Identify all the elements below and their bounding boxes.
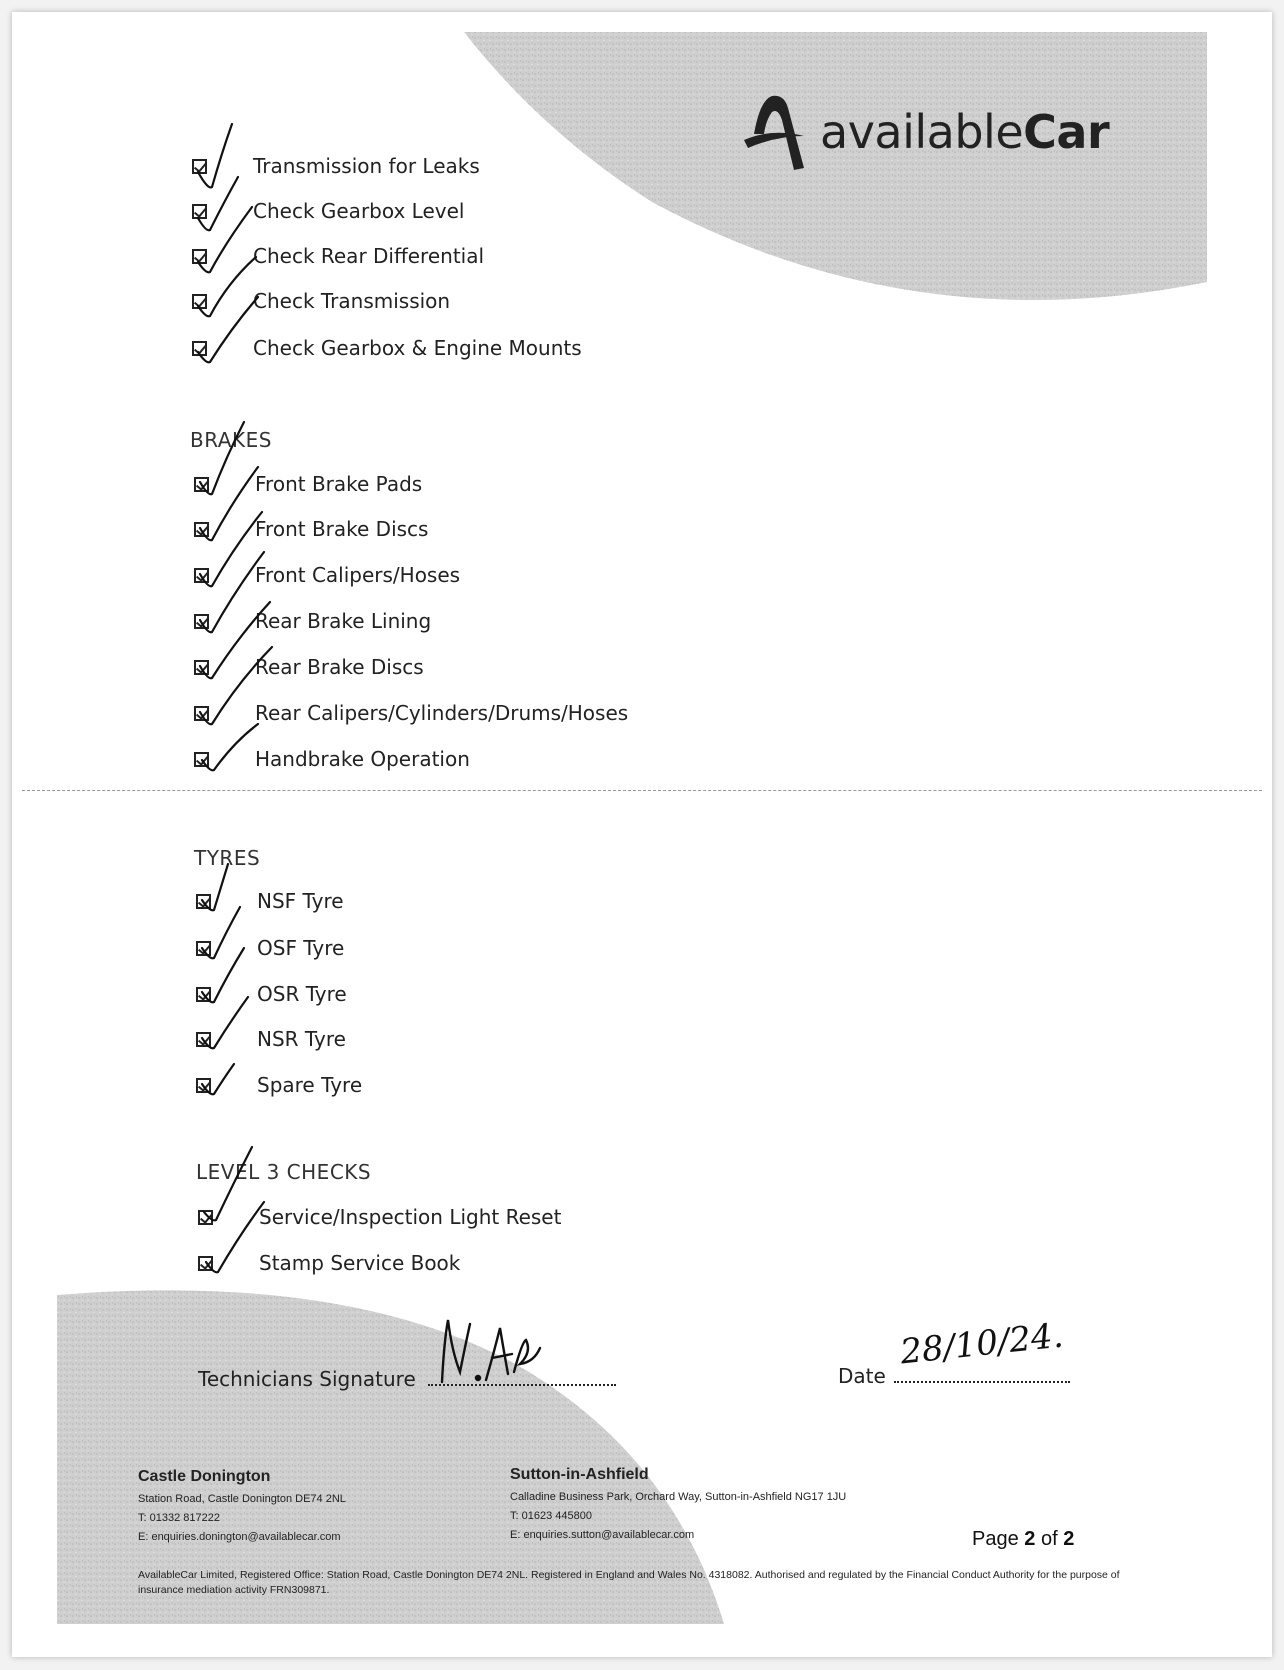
checklist-item-label: Check Rear Differential xyxy=(253,244,485,268)
page-fold-line xyxy=(22,790,1262,791)
checked-box-icon xyxy=(196,941,211,956)
checked-box-icon xyxy=(196,894,211,909)
checked-box-icon xyxy=(198,1210,213,1225)
checked-box-icon xyxy=(192,204,207,219)
page-number: Page 2 of 2 xyxy=(972,1528,1075,1550)
checklist-item-label: Rear Brake Discs xyxy=(255,655,424,679)
checked-box-icon xyxy=(194,706,209,721)
checklist-item xyxy=(196,887,344,915)
checked-box-icon xyxy=(196,1078,211,1093)
checked-box-icon xyxy=(192,341,207,356)
checked-box-icon xyxy=(194,614,209,629)
office-email: E: enquiries.sutton@availablecar.com xyxy=(510,1529,695,1541)
checklist-item-label: Handbrake Operation xyxy=(255,747,470,771)
office-address: Calladine Business Park, Orchard Way, Sutton-in-Ashfield NG17 1JU xyxy=(510,1491,847,1503)
date-line xyxy=(838,1364,1070,1388)
checklist-item-label: Stamp Service Book xyxy=(259,1251,461,1275)
technician-signature-line xyxy=(198,1367,616,1391)
checklist-item-label: Check Gearbox Level xyxy=(253,199,465,223)
date-label: Date xyxy=(838,1364,886,1388)
checked-box-icon xyxy=(192,249,207,264)
checklist-item xyxy=(194,515,428,543)
brand-name: availableCar xyxy=(820,105,1110,159)
checklist-item xyxy=(194,607,431,635)
checklist-item-label: Rear Brake Lining xyxy=(255,609,432,633)
brand-logo xyxy=(742,90,1109,174)
checked-box-icon xyxy=(194,752,209,767)
checklist-item-label: Service/Inspection Light Reset xyxy=(259,1205,562,1229)
checklist-item-label: Front Brake Discs xyxy=(255,517,429,541)
date-dotted-line xyxy=(894,1380,1070,1383)
checklist-item xyxy=(194,653,424,681)
checked-box-icon xyxy=(192,159,207,174)
checklist-item-label: NSF Tyre xyxy=(257,889,344,913)
section-heading-level3: LEVEL 3 CHECKS xyxy=(196,1160,372,1184)
date-value: 28/10/24. xyxy=(898,1315,1066,1373)
office-castle-donington xyxy=(138,1468,346,1547)
technician-signature-scrawl xyxy=(422,1312,552,1392)
checklist-item xyxy=(194,470,422,498)
checklist-item-label: Front Calipers/Hoses xyxy=(255,563,461,587)
checklist-item xyxy=(198,1203,561,1231)
checklist-item xyxy=(196,934,344,962)
checked-box-icon xyxy=(198,1256,213,1271)
checklist-item xyxy=(194,561,460,589)
checklist-item xyxy=(194,699,628,727)
office-email: E: enquiries.donington@availablecar.com xyxy=(138,1531,341,1543)
checklist-item-label: Check Gearbox & Engine Mounts xyxy=(253,336,582,360)
office-phone: T: 01332 817222 xyxy=(138,1512,220,1524)
technician-signature-label: Technicians Signature xyxy=(198,1367,416,1391)
checklist-item-label: OSF Tyre xyxy=(257,936,345,960)
office-sutton-in-ashfield xyxy=(510,1466,846,1545)
checklist-item-label: NSR Tyre xyxy=(257,1027,346,1051)
legal-notice: AvailableCar Limited, Registered Office: Station Road, Castle Donington DE74 2NL. Registered in England and Wales No. 4318082. Authorised and regulated by the Financial Conduct Authority for the purpose of insurance mediation activity FRN309871. xyxy=(138,1569,1120,1596)
checked-box-icon xyxy=(194,568,209,583)
checklist-item-label: Rear Calipers/Cylinders/Drums/Hoses xyxy=(255,701,629,725)
office-phone: T: 01623 445800 xyxy=(510,1510,592,1522)
checklist-item xyxy=(194,745,470,773)
checklist-item xyxy=(198,1249,460,1277)
checklist-item-label: Transmission for Leaks xyxy=(253,154,480,178)
checklist-item xyxy=(192,334,582,362)
checklist-item-label: Front Brake Pads xyxy=(255,472,423,496)
checked-box-icon xyxy=(196,1032,211,1047)
checklist-item xyxy=(196,980,347,1008)
checklist-item xyxy=(192,197,464,225)
checklist-item-label: OSR Tyre xyxy=(257,982,347,1006)
checklist-item-label: Check Transmission xyxy=(253,289,451,313)
document-page xyxy=(12,12,1272,1657)
office-name: Castle Donington xyxy=(138,1468,271,1485)
checked-box-icon xyxy=(196,987,211,1002)
checked-box-icon xyxy=(192,294,207,309)
checklist-item xyxy=(192,152,480,180)
checklist-item xyxy=(196,1071,362,1099)
checklist-item xyxy=(192,242,484,270)
checklist-item xyxy=(192,287,450,315)
checked-box-icon xyxy=(194,477,209,492)
checked-box-icon xyxy=(194,522,209,537)
section-heading-tyres: TYRES xyxy=(194,846,261,870)
office-address: Station Road, Castle Donington DE74 2NL xyxy=(138,1493,346,1505)
checklist-item xyxy=(196,1025,346,1053)
checklist-item-label: Spare Tyre xyxy=(257,1073,363,1097)
checked-box-icon xyxy=(194,660,209,675)
office-name: Sutton-in-Ashfield xyxy=(510,1466,649,1483)
section-heading-brakes: BRAKES xyxy=(190,428,272,452)
logo-mark-icon xyxy=(742,90,812,174)
